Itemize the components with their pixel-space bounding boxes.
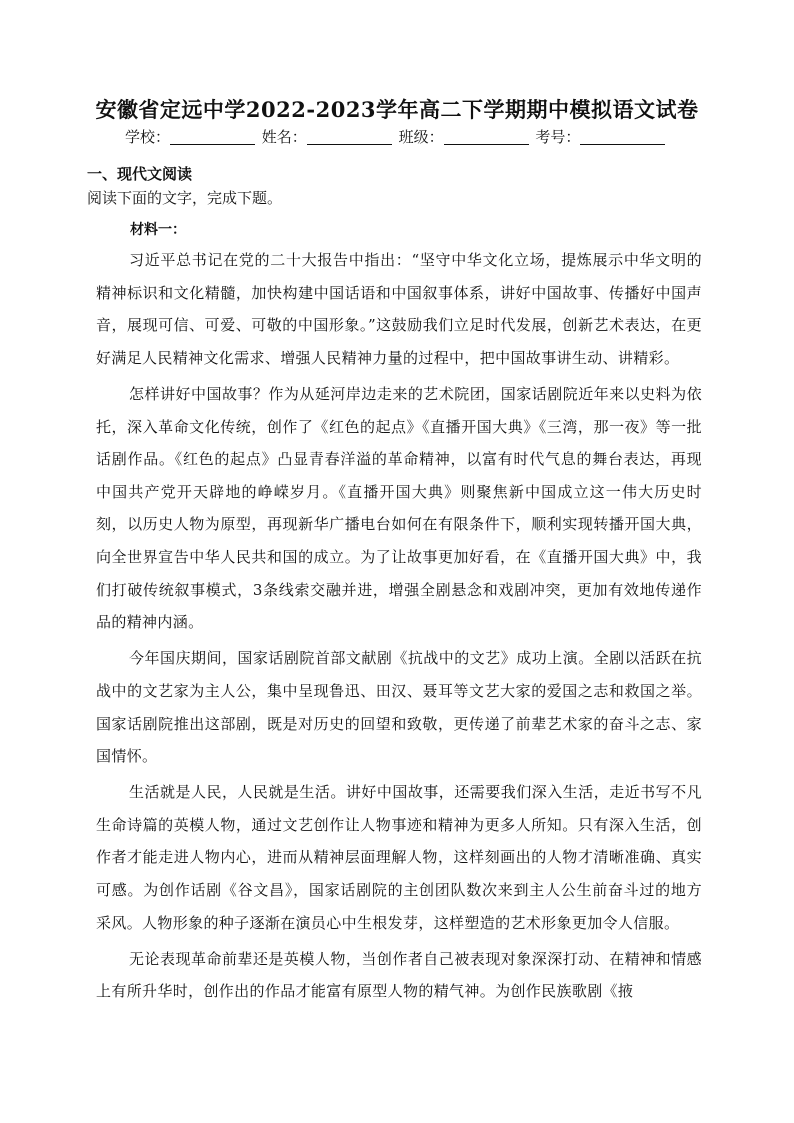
name-field	[262, 125, 394, 149]
passage-paragraph: 习近平总书记在党的二十大报告中指出：“坚守中华文化立场，提炼展示中华文明的精神标识和文化精髓，加快构建中国话语和中国叙事体系，讲好中国故事、传播好中国声音，展现可信、可爱、可敬的中国形象。”这鼓励我们立足时代发展，创新艺术表达，在更好满足人民精神文化需求、增强人民精神力量的过程中，把中国故事讲生动、讲精彩。	[96, 251, 702, 367]
class-label: 班级：	[398, 128, 444, 146]
passage-paragraph: 生活就是人民，人民就是生活。讲好中国故事，还需要我们深入生活，走近书写不凡生命诗篇的英模人物，通过文艺创作让人物事迹和精神为更多人所知。只有深入生活，创作者才能走进人物内心，进而从精神层面理解人物，这样刻画出的人物才清晰准确、真实可感。为创作话剧《谷文昌》，国家话剧院的主创团队数次来到主人公生前奋斗过的地方采风。人物形象的种子逐渐在演员心中生根发芽，这样塑造的艺术形象更加令人信服。	[96, 783, 702, 932]
exam-title: 安徽省定远中学2022-2023学年高二下学期期中模拟语文试卷	[95, 97, 699, 122]
section-heading: 一、现代文阅读	[87, 165, 193, 183]
school-blank[interactable]	[170, 128, 255, 145]
class-blank[interactable]	[444, 128, 529, 145]
exam-number-field	[535, 125, 667, 149]
exam-number-label: 考号：	[535, 128, 581, 146]
school-label: 学校：	[125, 128, 171, 146]
reading-instruction: 阅读下面的文字，完成下题。	[87, 189, 283, 207]
passage-paragraph: 今年国庆期间，国家话剧院首部文献剧《抗战中的文艺》成功上演。全剧以活跃在抗战中的文艺家为主人公，集中呈现鲁迅、田汉、聂耳等文艺大家的爱国之志和救国之举。国家话剧院推出这部剧，既是对历史的回望和致敬，更传递了前辈艺术家的奋斗之志、家国情怀。	[96, 649, 702, 766]
school-field	[125, 125, 257, 149]
name-blank[interactable]	[307, 128, 392, 145]
exam-number-blank[interactable]	[580, 128, 665, 145]
passage-paragraph: 无论表现革命前辈还是英模人物，当创作者自己被表现对象深深打动、在精神和情感上有所升华时，创作出的作品才能富有原型人物的精气神。为创作民族歌剧《掖	[96, 949, 702, 1001]
student-info-row	[125, 125, 685, 149]
passage-body	[96, 244, 702, 1012]
class-field	[399, 125, 531, 149]
name-label: 姓名：	[261, 128, 307, 146]
material-label: 材料一：	[130, 222, 186, 238]
passage-paragraph: 怎样讲好中国故事？作为从延河岸边走来的艺术院团，国家话剧院近年来以史料为依托，深入革命文化传统，创作了《红色的起点》《直播开国大典》《三湾，那一夜》等一批话剧作品。《红色的起点》凸显青春洋溢的革命精神，以富有时代气息的舞台表达，再现中国共产党开天辟地的峥嵘岁月。《直播开国大典》则聚焦新中国成立这一伟大历史时刻，以历史人物为原型，再现新华广播电台如何在有限条件下，顺利实现转播开国大典，向全世界宣告中华人民共和国的成立。为了让故事更加好看，在《直播开国大典》中，我们打破传统叙事模式，3条线索交融并进，增强全剧悬念和戏剧冲突，更加有效地传递作品的精神内涵。	[96, 384, 702, 632]
